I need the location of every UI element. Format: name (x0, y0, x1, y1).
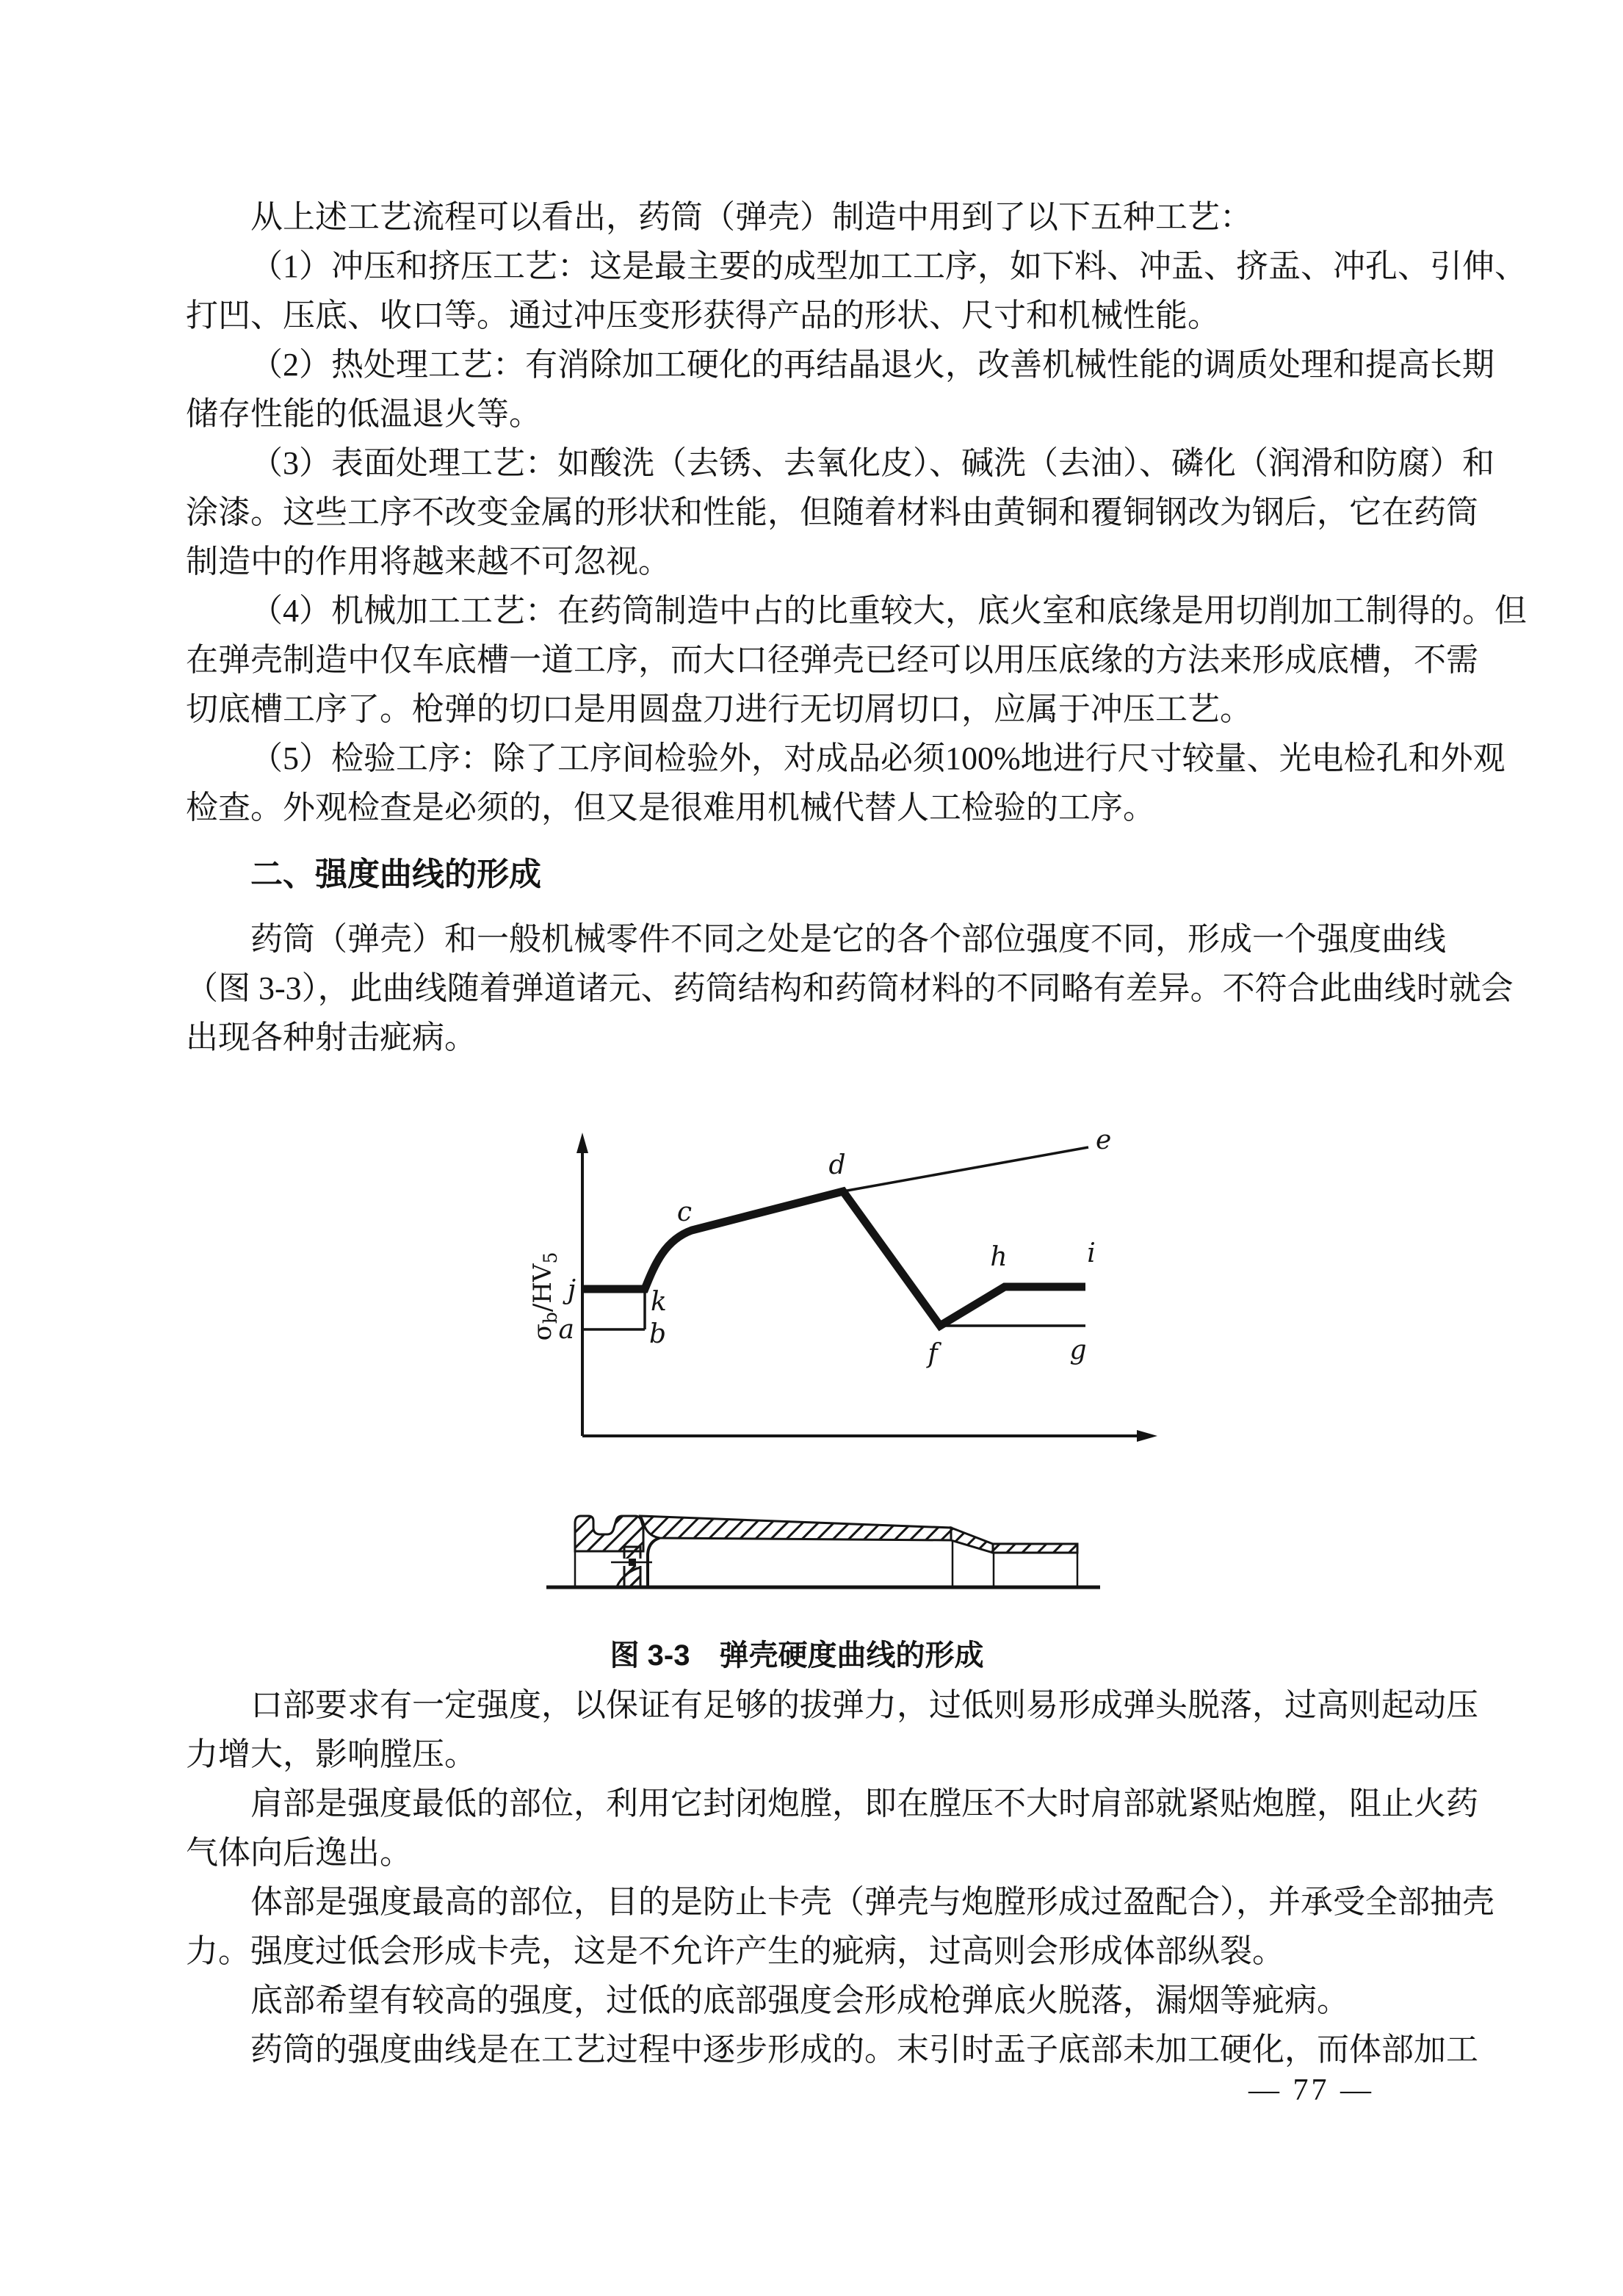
case-shoulder-section (951, 1528, 993, 1553)
paragraph-group-curve-parts (186, 1681, 1502, 2074)
body-text-upper (186, 192, 1527, 1062)
text-line: （图 3-3），此曲线随着弹道诸元、药筒结构和药筒材料的不同略有差异。不符合此曲线时就会 (186, 970, 1514, 1006)
figure-hardness-curve-chart (514, 1116, 1175, 1469)
body-text-lower (186, 1681, 1502, 2074)
text-line: 药筒（弹壳）和一般机械零件不同之处是它的各个部位强度不同，形成一个强度曲线 (250, 921, 1446, 957)
text-line: 力增大，影响膛压。 (186, 1736, 477, 1772)
point-label-g: g (1069, 1335, 1087, 1365)
text-line: 底部希望有较高的强度，过低的底部强度会形成枪弹底火脱落，漏烟等疵病。 (250, 1982, 1349, 2018)
text-line: 力。强度过低会形成卡壳，这是不允许产生的疵病，过高则会形成体部纵裂。 (186, 1933, 1284, 1969)
point-label-a: a (558, 1315, 574, 1345)
page-number: — 77 — (1248, 2073, 1374, 2107)
case-wall-section (640, 1516, 951, 1540)
text-line: （2）热处理工艺：有消除加工硬化的再结晶退火，改善机械性能的调质处理和提高长期 (250, 347, 1494, 383)
point-label-j: j (567, 1275, 576, 1305)
text-line: 切底槽工序了。枪弹的切口是用圆盘刀进行无切屑切口，应属于冲压工艺。 (186, 691, 1252, 727)
text-line: 体部是强度最高的部位，目的是防止卡壳（弹壳与炮膛形成过盈配合），并承受全部抽壳 (250, 1884, 1494, 1920)
text-line: （3）表面处理工艺：如酸洗（去锈、去氧化皮）、碱洗（去油）、磷化（润滑和防腐）和 (250, 445, 1494, 481)
paragraph-group-curve-intro (186, 914, 1514, 1062)
text-line: 制造中的作用将越来越不可忽视。 (186, 544, 670, 580)
text-line: 口部要求有一定强度，以保证有足够的拔弹力，过低则易形成弹头脱落，过高则起动压 (250, 1687, 1478, 1723)
paragraph-group-processes (186, 192, 1527, 832)
figure-caption: 图 3-3 弹壳硬度曲线的形成 (610, 1639, 984, 1672)
text-line: （5）检验工序：除了工序间检验外，对成品必须100%地进行尺寸较量、光电检孔和外观 (250, 740, 1505, 776)
text-line: （4）机械加工工艺：在药筒制造中占的比重较大，底火室和底缘是用切削加工制得的。但 (250, 593, 1527, 629)
flash-hole-mark (629, 1559, 636, 1566)
text-line: 打凹、压底、收口等。通过冲压变形获得产品的形状、尺寸和机械性能。 (186, 297, 1220, 333)
y-axis-arrow-icon (576, 1133, 588, 1153)
figure-case-cross-section (536, 1476, 1124, 1601)
point-label-c: c (676, 1197, 693, 1227)
text-line: 涂漆。这些工序不改变金属的形状和性能，但随着材料由黄铜和覆铜钢改为钢后，它在药筒 (186, 494, 1478, 530)
text-line: 从上述工艺流程可以看出，药筒（弹壳）制造中用到了以下五种工艺： (250, 199, 1252, 235)
text-line: 在弹壳制造中仅车底槽一道工序，而大口径弹壳已经可以用压底缘的方法来形成底槽，不需 (186, 642, 1478, 678)
point-label-b: b (649, 1319, 667, 1349)
text-line: 储存性能的低温退火等。 (186, 396, 541, 432)
y-axis-label: $\sigma_b/HV_5$ (528, 1252, 561, 1341)
case-neck-section (993, 1544, 1077, 1553)
text-line: 气体向后逸出。 (186, 1835, 412, 1871)
point-label-e: e (1096, 1125, 1112, 1155)
section-heading: 二、强度曲线的形成 (250, 856, 541, 892)
reference-line-d-e (843, 1147, 1088, 1191)
text-line: （1）冲压和挤压工艺：这是最主要的成型加工工序，如下料、冲盂、挤盂、冲孔、引伸、 (250, 248, 1527, 284)
point-label-h: h (990, 1242, 1008, 1272)
text-line: 药筒的强度曲线是在工艺过程中逐步形成的。末引时盂子底部未加工硬化，而体部加工 (250, 2032, 1478, 2068)
point-label-k: k (651, 1287, 667, 1317)
x-axis-arrow-icon (1137, 1430, 1157, 1442)
text-line: 出现各种射击疵病。 (186, 1019, 477, 1055)
text-line: 检查。外观检查是必须的，但又是很难用机械代替人工检验的工序。 (186, 790, 1155, 826)
point-label-d: d (828, 1150, 846, 1180)
point-label-i: i (1087, 1238, 1096, 1268)
text-line: 肩部是强度最低的部位，利用它封闭炮膛，即在膛压不大时肩部就紧贴炮膛，阻止火药 (250, 1786, 1478, 1822)
point-label-f: f (928, 1339, 938, 1369)
